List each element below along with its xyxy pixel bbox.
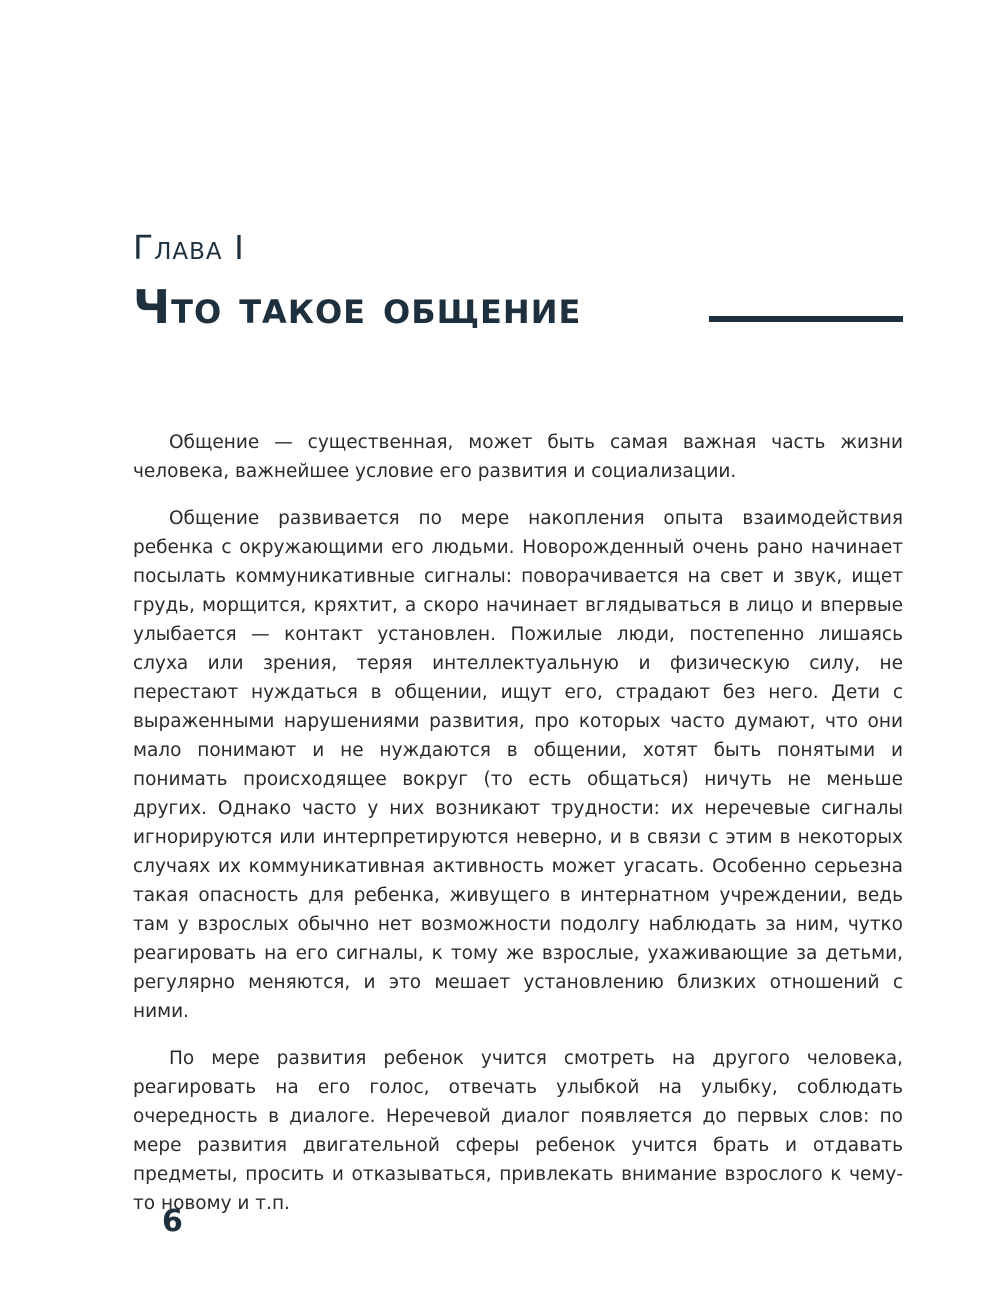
chapter-title: Что такое общение — [133, 280, 582, 334]
chapter-label: Глава I — [133, 228, 245, 267]
paragraph: По мере развития ребенок учится смотреть на другого человека, реагировать на его голос, отвечать улыбкой на улыбку, соблюдать очередность в диалоге. Неречевой диалог появляется до первых слов: по мере развития двигательной сферы ребенок учится брать и отдавать предметы, просить и отказываться, привлекать внимание взрослого к чему-то новому и т.п. — [133, 1048, 903, 1214]
body-text — [133, 428, 903, 1236]
page-number: 6 — [162, 1204, 183, 1239]
paragraph: Общение — существенная, может быть самая важная часть жизни человека, важнейшее условие его развития и социализации. — [133, 432, 903, 482]
chapter-title-row — [133, 280, 903, 340]
paragraph: Общение развивается по мере накопления опыта взаимодействия ребенка с окружающими его людьми. Новорожденный очень рано начинает посылать коммуникативные сигналы: поворачивается на свет и звук, ищет грудь, морщится, кряхтит, а скоро начинает вглядываться в лицо и впервые улыбается — контакт установлен. Пожилые люди, постепенно лишаясь слуха или зрения, теряя интеллектуальную и физическую силу, не перестают нуждаться в общении, ищут его, страдают без него. Дети с выраженными нарушениями развития, про которых часто думают, что они мало понимают и не нуждаются в общении, хотят быть понятыми и понимать происходящее вокруг (то есть общаться) ничуть не меньше других. Однако часто у них возникают трудности: их неречевые сигналы игнорируются или интерпретируются неверно, и в связи с этим в некоторых случаях их коммуникативная активность может угасать. Особенно серьезна такая опасность для ребенка, живущего в интернатном учреждении, ведь там у взрослых обычно нет возможности подолгу наблюдать за ним, чутко реагировать на его сигналы, к тому же взрослые, ухаживающие за детьми, регулярно меняются, и это мешает установлению близких отношений с ними. — [133, 508, 903, 1022]
title-rule-divider — [709, 316, 903, 322]
